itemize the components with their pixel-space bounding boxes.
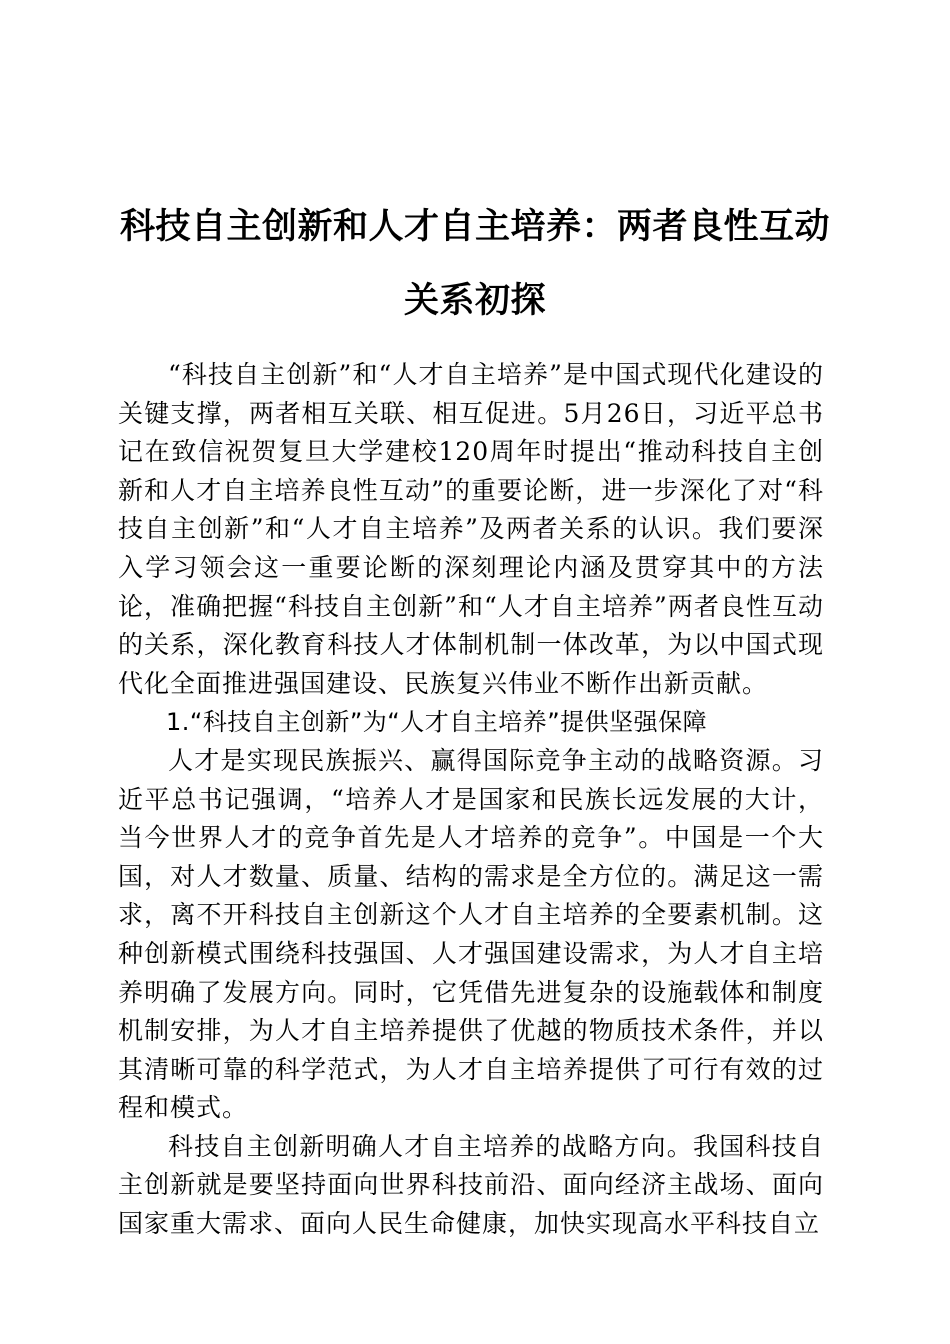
section-heading: 1.“科技自主创新”为“人才自主培养”提供坚强保障 (166, 708, 708, 737)
section-paragraph-2: 科技自主创新明确人才自主培养的战略方向。我国科技自主创新就是要坚持面向世界科技前沿、面向经济主战场、面向国家重大需求、面向人民生命健康，加快实现高水平科技自立 (118, 1131, 824, 1239)
document-title: 科技自主创新和人才自主培养：两者良性互动关系初探 (119, 207, 830, 321)
section-paragraph-1: 人才是实现民族振兴、赢得国际竞争主动的战略资源。习近平总书记强调，“培养人才是国家和民族长远发展的大计，当今世界人才的竞争首先是人才培养的竞争”。中国是一个大国，对人才数量、质量、结构的需求是全方位的。满足这一需求，离不开科技自主创新这个人才自主培养的全要素机制。这种创新模式围绕科技强国、人才强国建设需求，为人才自主培养明确了发展方向。同时，它凭借先进复杂的设施载体和制度机制安排，为人才自主培养提供了优越的物质技术条件，并以其清晰可靠的科学范式，为人才自主培养提供了可行有效的过程和模式。 (118, 745, 824, 1123)
intro-paragraph: “科技自主创新”和“人才自主培养”是中国式现代化建设的关键支撑，两者相互关联、相互促进。5月26日，习近平总书记在致信祝贺复旦大学建校120周年时提出“推动科技自主创新和人才自主培养良性互动”的重要论断，进一步深化了对“科技自主创新”和“人才自主培养”及两者关系的认识。我们要深入学习领会这一重要论断的深刻理论内涵及贯穿其中的方法论，准确把握“科技自主创新”和“人才自主培养”两者良性互动的关系，深化教育科技人才体制机制一体改革，为以中国式现代化全面推进强国建设、民族复兴伟业不断作出新贡献。 (118, 360, 824, 698)
document-body (118, 356, 824, 1244)
